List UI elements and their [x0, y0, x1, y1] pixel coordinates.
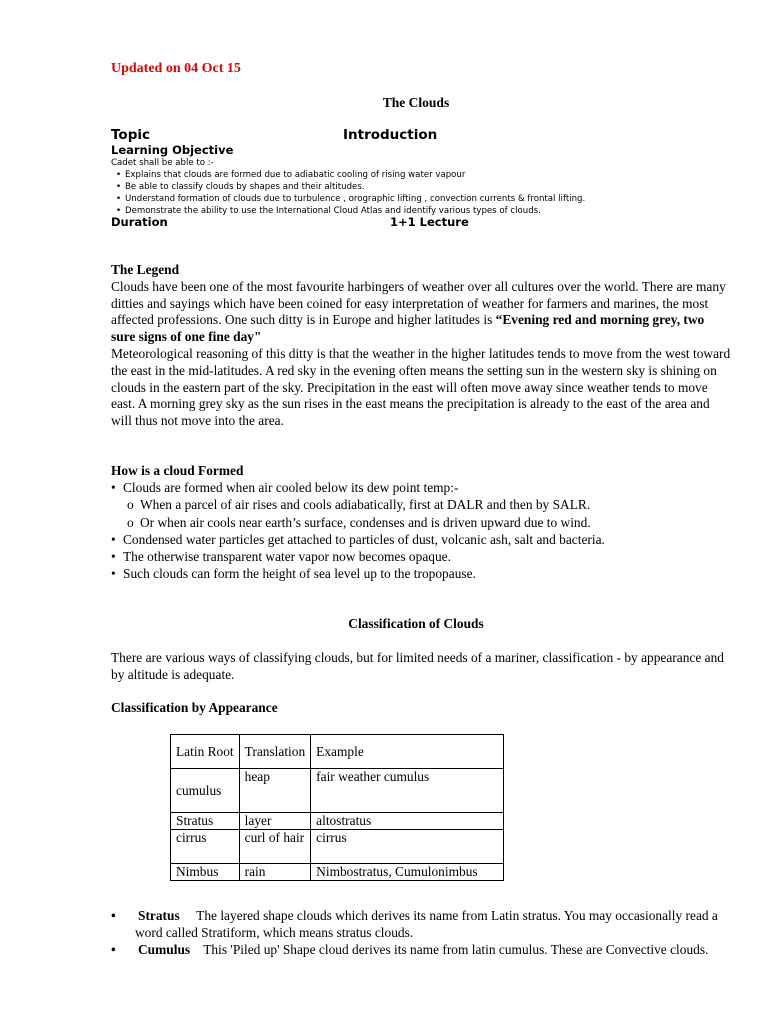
table-row — [171, 864, 504, 881]
formation-list — [111, 479, 731, 583]
objective-item: • Explains that clouds are formed due to adiabatic cooling of rising water vapour — [116, 169, 585, 181]
formation-sub-list — [111, 496, 731, 531]
objective-item: • Demonstrate the ability to use the International Cloud Atlas and identify various types of clouds. — [116, 205, 585, 217]
topic-label: Topic — [111, 127, 150, 143]
formation-bullet: • Condensed water particles get attached to particles of dust, volcanic ash, salt and bacteria. — [111, 531, 731, 548]
page-title: The Clouds — [382, 95, 450, 110]
table-row — [171, 769, 504, 813]
classification-intro: There are various ways of classifying clouds, but for limited needs of a mariner, classification - by appearance and by altitude is adequate. — [111, 650, 724, 682]
description-text: This 'Piled up' Shape cloud derives its name from latin cumulus. These are Convective clouds. — [190, 942, 709, 957]
cloud-classification-table — [170, 734, 504, 881]
table-cell: curl of hair — [239, 830, 311, 864]
table-cell: altostratus — [311, 813, 504, 830]
table-header-cell: Latin Root — [171, 735, 240, 769]
description-stratus — [111, 907, 731, 941]
legend-paragraph — [111, 279, 731, 346]
formation-sub-bullet: o When a parcel of air rises and cools adiabatically, first at DALR and then by SALR. — [111, 496, 731, 513]
cloud-descriptions — [111, 907, 731, 958]
formation-sub-bullet: o Or when air cools near earth’s surface, condenses and is driven upward due to wind. — [111, 514, 731, 531]
updated-date: Updated on 04 Oct 15 — [111, 61, 241, 76]
objectives-list — [116, 169, 585, 217]
legend-quote: “Evening red and morning grey, two sure signs of one fine day" — [111, 312, 705, 345]
description-text: The layered shape clouds which derives its name from Latin stratus. You may occasionally read a word called Stratiform, which means stratus clouds. — [135, 908, 722, 940]
formation-bullet: • Such clouds can form the height of sea level up to the tropopause. — [111, 565, 731, 582]
table-cell: layer — [239, 813, 311, 830]
formation-heading: How is a cloud Formed — [111, 463, 244, 478]
table-cell: Nimbus — [171, 864, 240, 881]
objective-item: • Understand formation of clouds due to turbulence , orographic lifting , convection currents & frontal lifting. — [116, 193, 585, 205]
table-cell: cirrus — [311, 830, 504, 864]
table-cell: fair weather cumulus — [311, 769, 504, 813]
table-row — [171, 830, 504, 864]
table-header-cell: Example — [311, 735, 504, 769]
table-cell: heap — [239, 769, 311, 813]
description-term: Stratus — [138, 908, 180, 923]
classification-heading: Classification of Clouds — [348, 616, 484, 631]
table-cell: rain — [239, 864, 311, 881]
table-header-cell: Translation — [239, 735, 311, 769]
formation-sub-container — [111, 496, 731, 531]
legend-heading: The Legend — [111, 262, 180, 277]
table-cell: Nimbostratus, Cumulonimbus — [311, 864, 504, 881]
legend-text: Clouds have been one of the most favourite harbingers of weather over all cultures over the world. There are many ditties and sayings which have been coined for easy interpretation of weather for farmers and marines, the most affected professions. One such ditty is in Europe and higher latitudes is — [111, 278, 726, 328]
description-term: Cumulus — [138, 942, 191, 957]
objective-item: • Be able to classify clouds by shapes and their altitudes. — [116, 181, 585, 193]
formation-bullet: • The otherwise transparent water vapor now becomes opaque. — [111, 548, 731, 565]
table-cell: cumulus — [171, 769, 240, 813]
table-header-row — [171, 735, 504, 769]
bullet-icon: • — [111, 908, 116, 923]
legend-section — [111, 262, 731, 430]
description-cumulus — [111, 941, 731, 958]
formation-bullet — [111, 479, 731, 496]
duration-label: Duration — [111, 215, 168, 229]
legend-explanation: Meteorological reasoning of this ditty is that the weather in the higher latitudes tends to move from the west toward the east in the mid-latitudes. A red sky in the evening often means the setting sun in the western sky is shining on clouds in the eastern part of the sky. Precipitation in the east will often move away since weather tends to move east. A morning grey sky as the sun rises in the east means the precipitation is already to the east of the area and will thus not move into the area. — [111, 345, 731, 429]
appearance-heading: Classification by Appearance — [111, 700, 278, 715]
topic-value: Introduction — [343, 127, 438, 143]
table-cell: cirrus — [171, 830, 240, 864]
duration-value: 1+1 Lecture — [390, 215, 469, 229]
table-cell: Stratus — [171, 813, 240, 830]
formation-bullet-text: Clouds are formed when air cooled below its dew point temp:- — [123, 480, 459, 495]
table-row — [171, 813, 504, 830]
cadet-line: Cadet shall be able to :- — [111, 158, 214, 168]
bullet-icon: • — [111, 942, 116, 957]
learning-objective-label: Learning Objective — [111, 143, 234, 157]
